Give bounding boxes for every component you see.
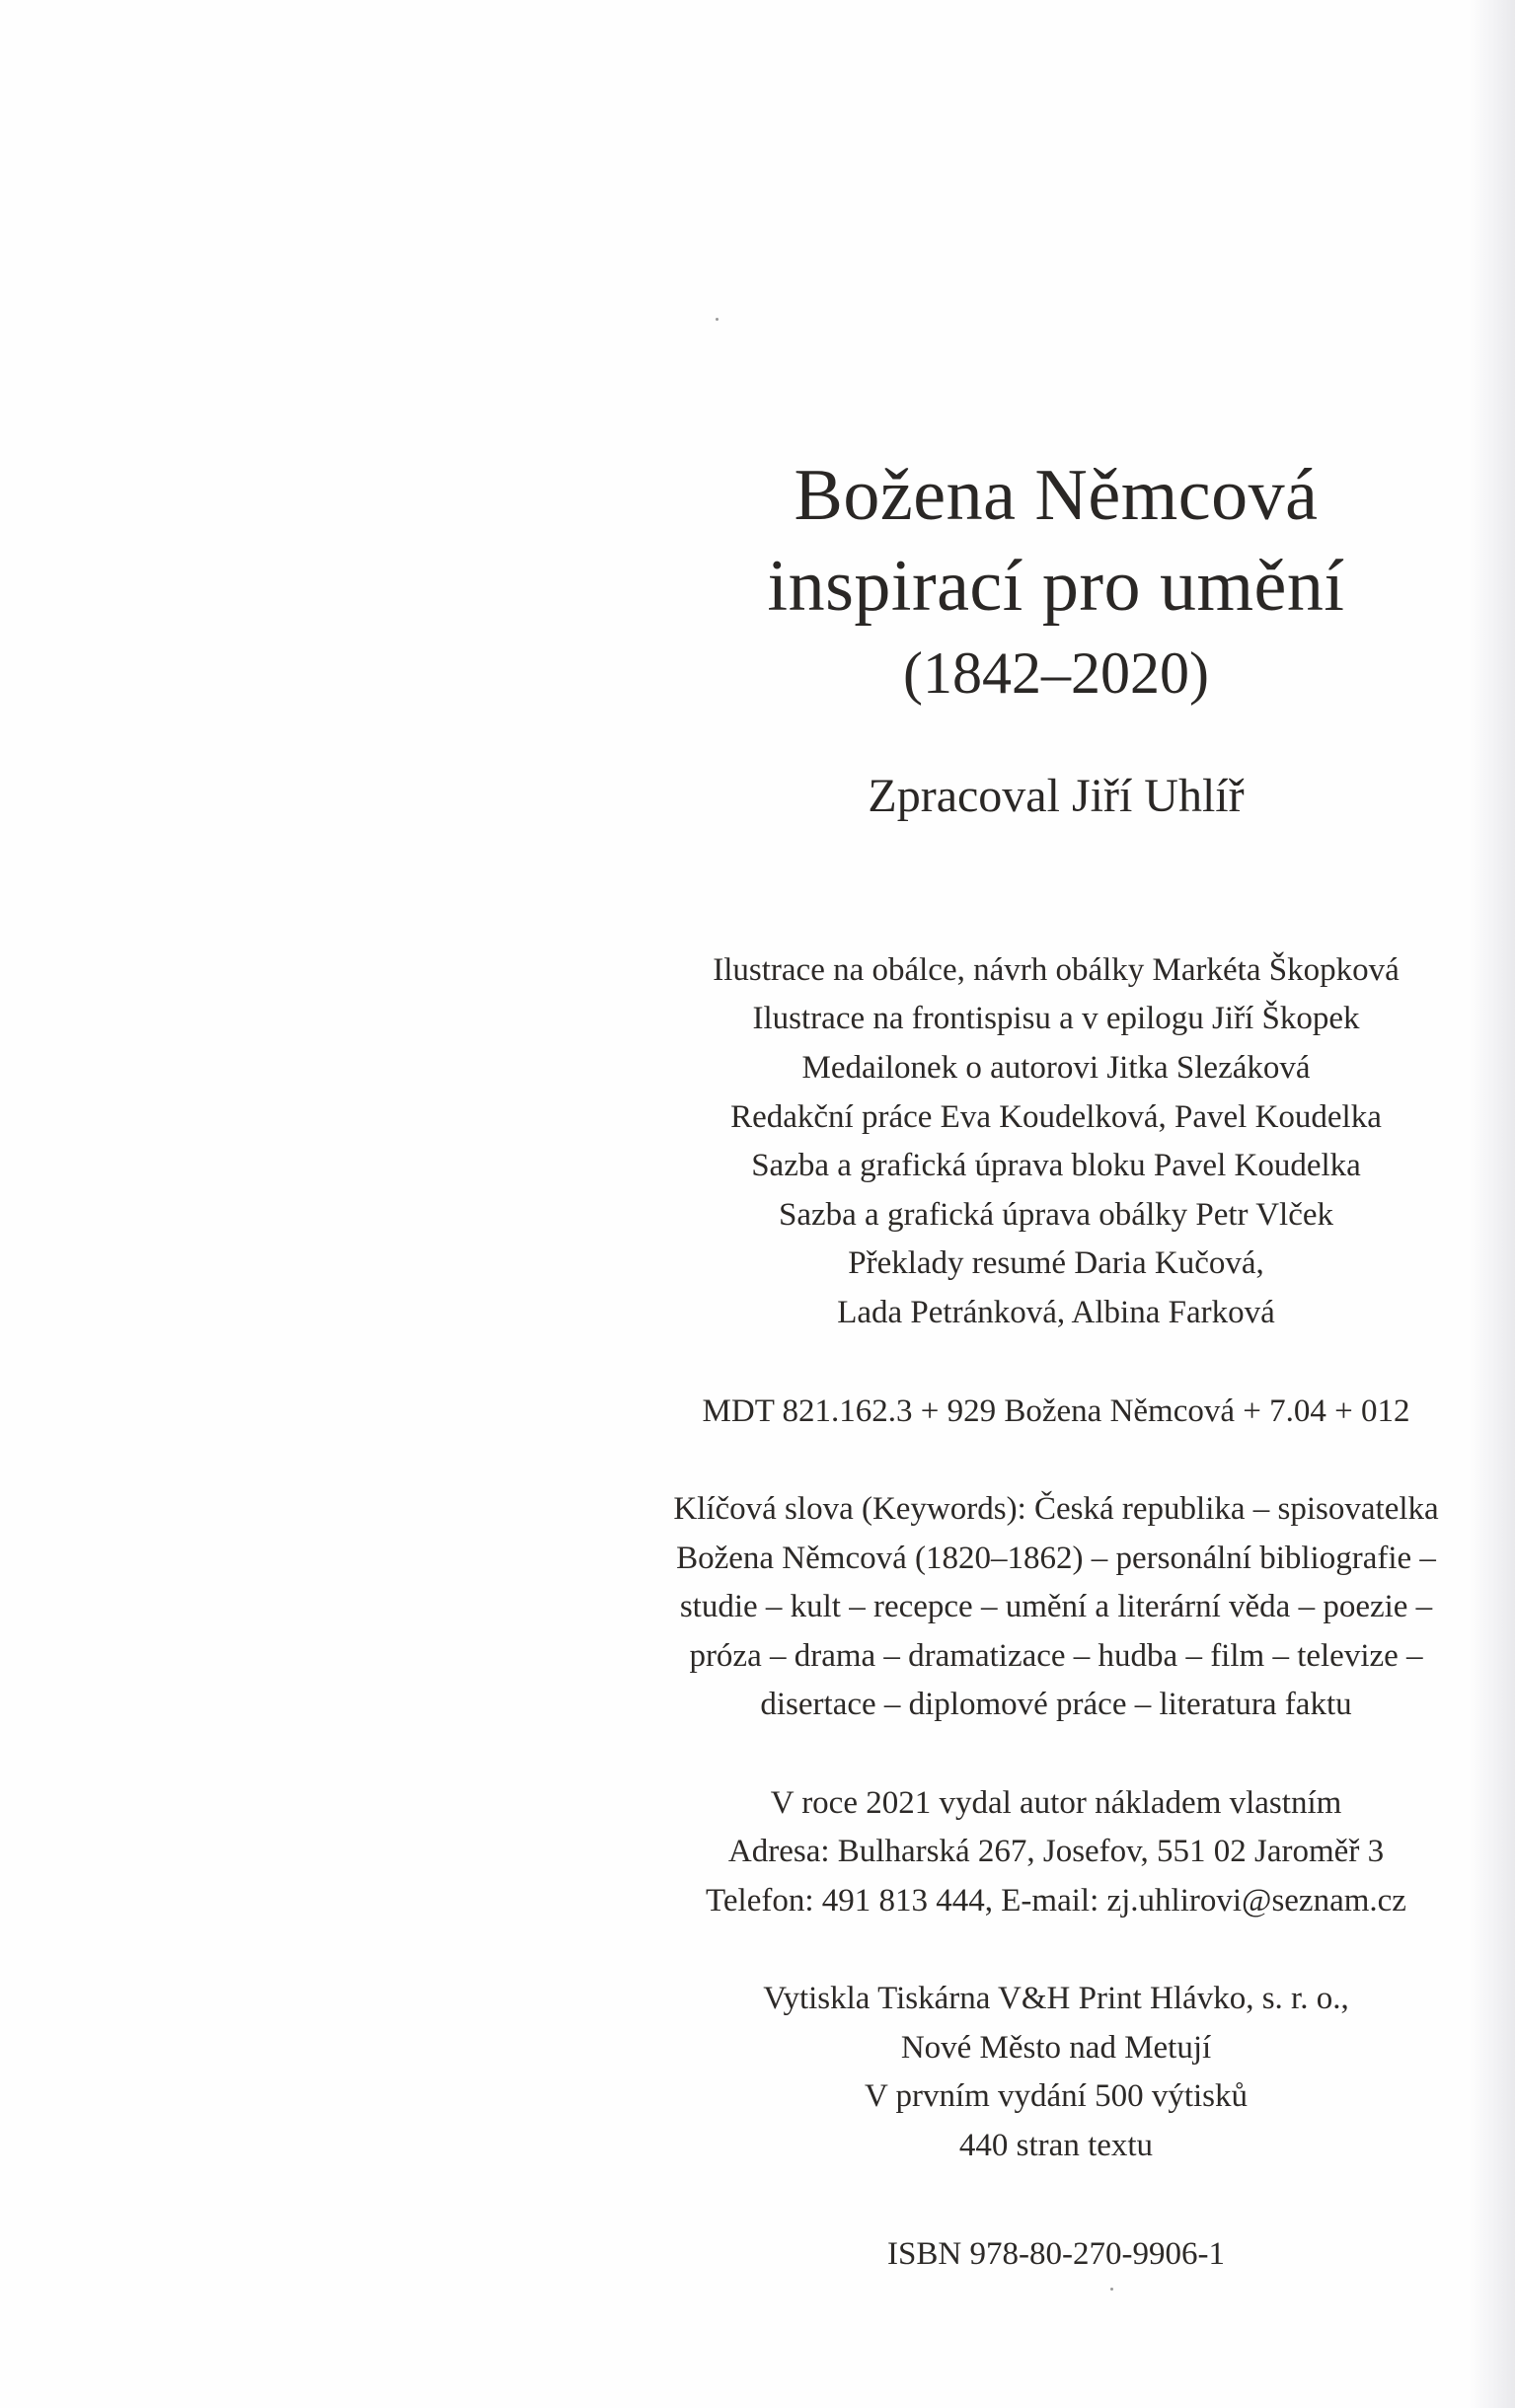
credit-line: Medailonek o autorovi Jitka Slezáková — [801, 1050, 1311, 1086]
credit-line: Ilustrace na frontispisu a v epilogu Jiří Škopek — [752, 1001, 1360, 1036]
printer-location: Nové Město nad Metují — [900, 2030, 1212, 2066]
keywords-line: Klíčová slova (Keywords): Česká republika – spisovatelka — [673, 1491, 1439, 1527]
credit-line: Sazba a grafická úprava bloku Pavel Koudelka — [751, 1148, 1361, 1183]
credit-line: Sazba a grafická úprava obálky Petr Vlček — [779, 1197, 1333, 1233]
print-run: V prvním vydání 500 výtisků — [864, 2078, 1249, 2114]
mdt-classification: MDT 821.162.3 + 929 Božena Němcová + 7.04 + 012 — [702, 1393, 1410, 1429]
credit-line: Redakční práce Eva Koudelková, Pavel Koudelka — [730, 1099, 1382, 1135]
publisher-line: V roce 2021 vydal autor nákladem vlastním — [770, 1785, 1342, 1821]
title-line-2: inspirací pro umění — [767, 546, 1345, 627]
credit-line: Lada Petránková, Albina Farková — [837, 1295, 1275, 1330]
page-count: 440 stran textu — [958, 2128, 1154, 2163]
keywords-line: disertace – diplomové práce – literatura faktu — [760, 1687, 1352, 1722]
keywords-line: Božena Němcová (1820–1862) – personální bibliografie – — [676, 1541, 1436, 1576]
printer-line: Vytiskla Tiskárna V&H Print Hlávko, s. r. o., — [763, 1981, 1349, 2016]
title-years: (1842–2020) — [903, 640, 1209, 706]
paper-speck — [1110, 2288, 1113, 2291]
editor-credit: Zpracoval Jiří Uhlíř — [868, 770, 1245, 822]
keywords-line: próza – drama – dramatizace – hudba – film – televize – — [689, 1638, 1423, 1674]
credit-line: Ilustrace na obálce, návrh obálky Markéta Škopková — [713, 952, 1400, 988]
publisher-address: Adresa: Bulharská 267, Josefov, 551 02 Jaroměř 3 — [727, 1834, 1385, 1869]
keywords-line: studie – kult – recepce – umění a literární věda – poezie – — [679, 1589, 1433, 1624]
isbn: ISBN 978-80-270-9906-1 — [887, 2236, 1225, 2272]
title-line-1: Božena Němcová — [794, 455, 1319, 536]
paper-speck — [716, 318, 719, 321]
publisher-contact: Telefon: 491 813 444, E-mail: zj.uhlirovi@seznam.cz — [706, 1883, 1406, 1919]
credit-line: Překlady resumé Daria Kučová, — [848, 1245, 1264, 1281]
